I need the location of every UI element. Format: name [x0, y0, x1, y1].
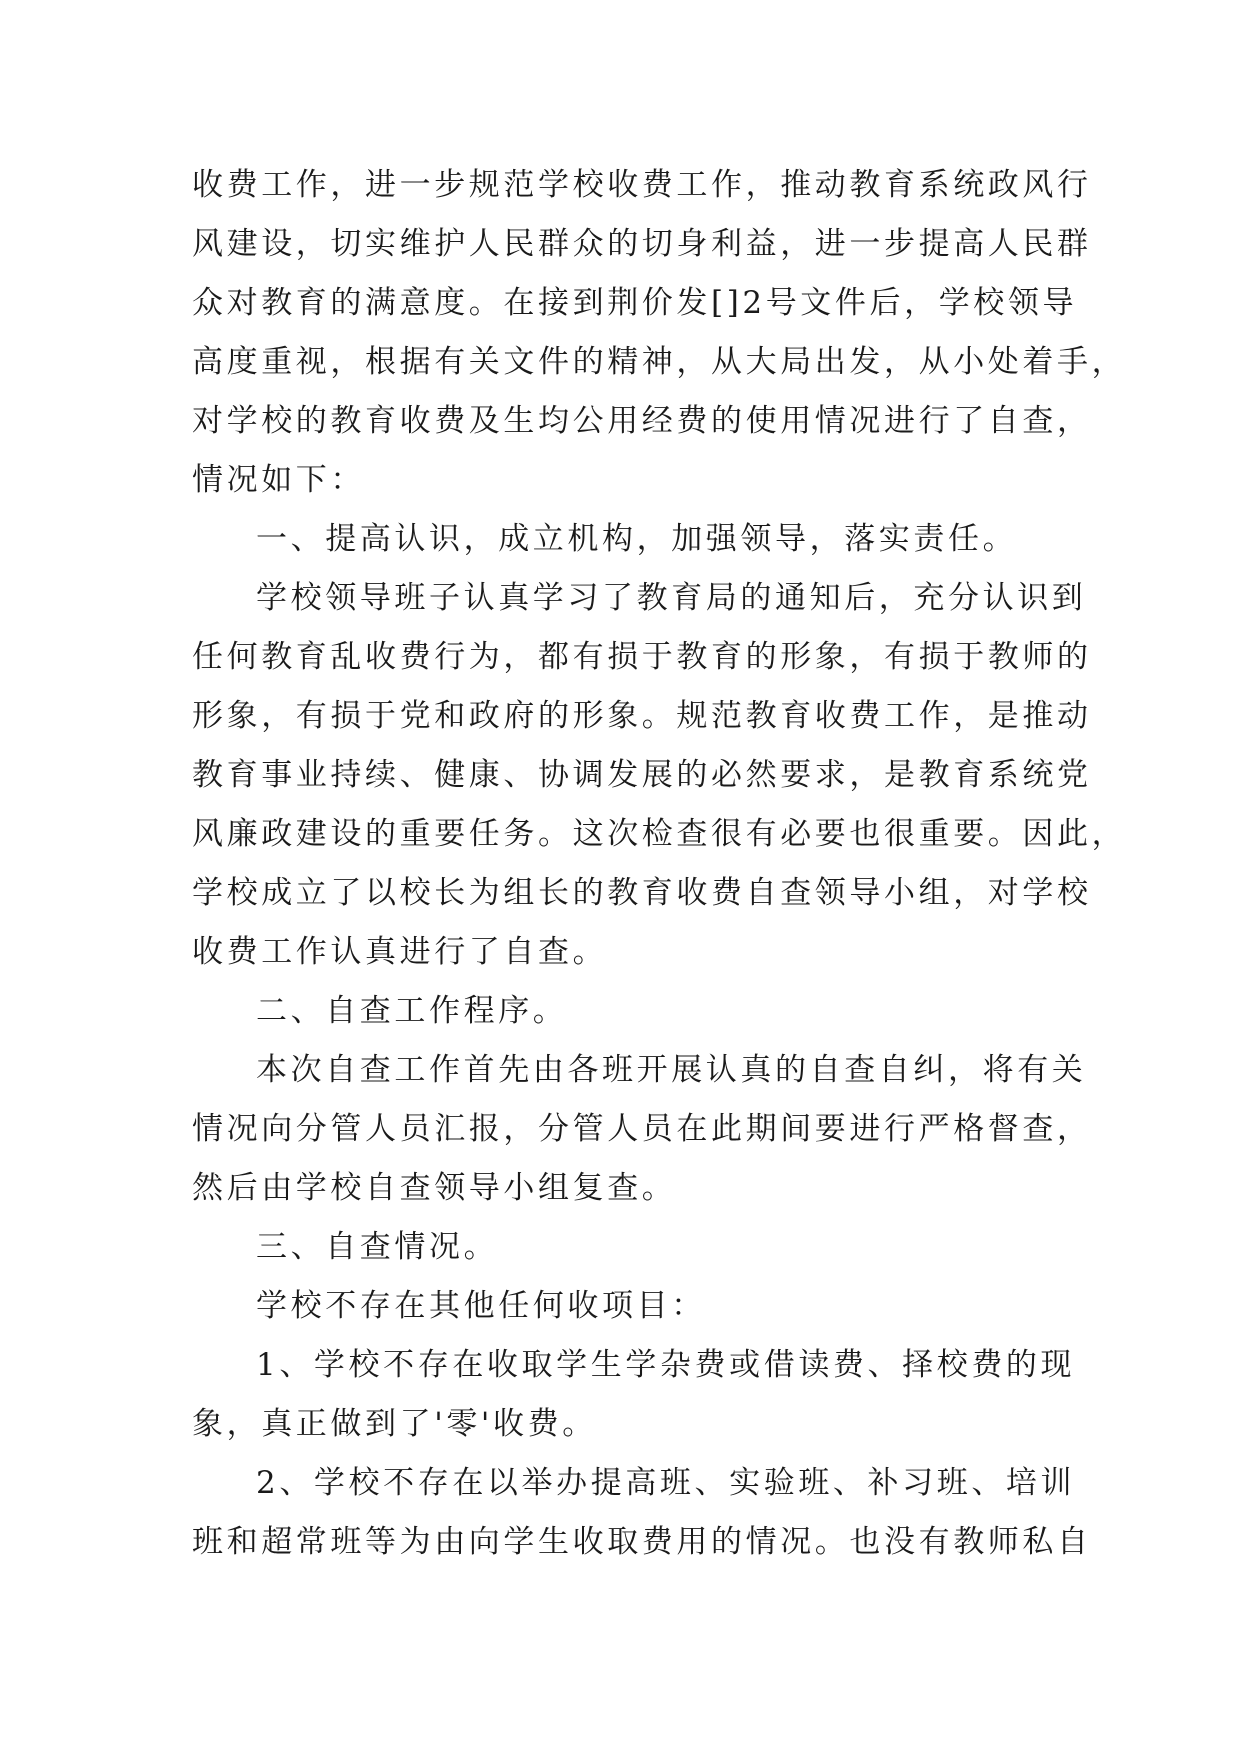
text-line: 高度重视，根据有关文件的精神，从大局出发，从小处着手， — [192, 344, 1127, 380]
text-line: 收费工作，进一步规范学校收费工作，推动教育系统政风行 — [192, 167, 1092, 203]
section-heading: 二、自查工作程序。 — [256, 993, 568, 1029]
text-line: 风廉政建设的重要任务。这次检查很有必要也很重要。因此， — [192, 816, 1127, 852]
text-line: 众对教育的满意度。在接到荆价发[]2号文件后，学校领导 — [192, 285, 1078, 321]
list-item: 1、学校不存在收取学生学杂费或借读费、择校费的现 — [256, 1347, 1076, 1383]
section-heading: 三、自查情况。 — [256, 1229, 499, 1265]
text-line: 班和超常班等为由向学生收取费用的情况。也没有教师私自 — [192, 1524, 1092, 1560]
text-line: 然后由学校自查领导小组复查。 — [192, 1170, 677, 1206]
text-line: 学校不存在其他任何收项目： — [256, 1288, 706, 1324]
text-line: 情况向分管人员汇报，分管人员在此期间要进行严格督查， — [192, 1111, 1092, 1147]
list-item: 2、学校不存在以举办提高班、实验班、补习班、培训 — [256, 1465, 1076, 1501]
text-line: 对学校的教育收费及生均公用经费的使用情况进行了自查， — [192, 403, 1092, 439]
text-line: 任何教育乱收费行为，都有损于教育的形象，有损于教师的 — [192, 639, 1092, 675]
text-line: 收费工作认真进行了自查。 — [192, 934, 608, 970]
text-line: 风建设，切实维护人民群众的切身利益，进一步提高人民群 — [192, 226, 1092, 262]
text-line: 学校领导班子认真学习了教育局的通知后，充分认识到 — [256, 580, 1087, 616]
text-line: 学校成立了以校长为组长的教育收费自查领导小组，对学校 — [192, 875, 1092, 911]
text-line: 本次自查工作首先由各班开展认真的自查自纠，将有关 — [256, 1052, 1087, 1088]
section-heading: 一、提高认识，成立机构，加强领导，落实责任。 — [256, 521, 1018, 557]
text-line: 象，真正做到了'零'收费。 — [192, 1406, 597, 1442]
text-line: 情况如下： — [192, 462, 365, 498]
text-line: 教育事业持续、健康、协调发展的必然要求，是教育系统党 — [192, 757, 1092, 793]
text-line: 形象，有损于党和政府的形象。规范教育收费工作，是推动 — [192, 698, 1092, 734]
document-body — [192, 156, 1127, 1572]
